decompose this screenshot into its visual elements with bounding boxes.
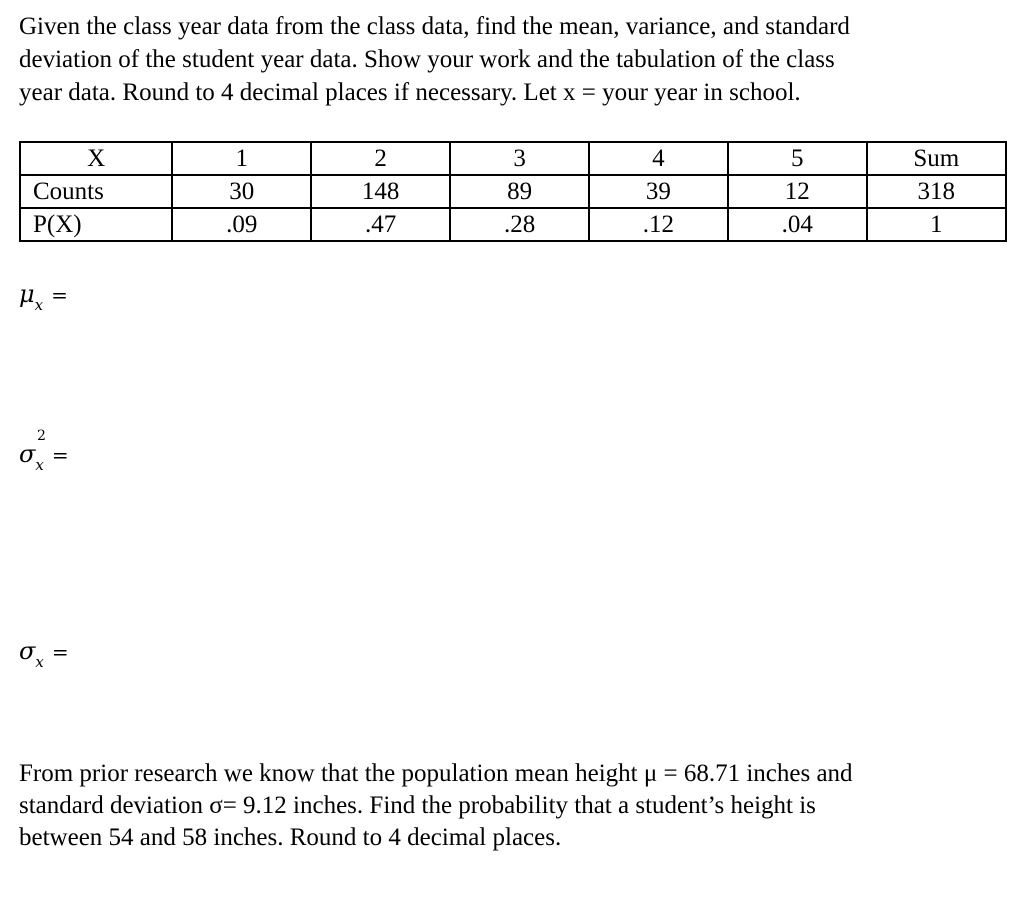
text-line: Given the class year data from the class data, find the mean, variance, and standard xyxy=(19,13,850,40)
table-cell: X xyxy=(20,142,172,175)
table-cell: 12 xyxy=(728,175,867,208)
table-row xyxy=(20,142,1006,175)
table-cell: 3 xyxy=(450,142,589,175)
text-line: deviation of the student year data. Show your work and the tabulation of the class xyxy=(19,46,835,73)
variance-formula xyxy=(19,428,69,474)
table-cell: 5 xyxy=(728,142,867,175)
table-cell: 318 xyxy=(867,175,1006,208)
sigma-symbol: σ xyxy=(19,440,36,468)
table-row xyxy=(20,175,1006,208)
text-line: From prior research we know that the population mean height μ = 68.71 inches and xyxy=(19,760,853,787)
table-cell: .04 xyxy=(728,208,867,241)
table-cell: 30 xyxy=(172,175,311,208)
table-cell: Counts xyxy=(20,175,172,208)
table-cell: P(X) xyxy=(20,208,172,241)
table-cell: 148 xyxy=(311,175,450,208)
class-year-table xyxy=(19,141,1007,242)
table-cell: .47 xyxy=(311,208,450,241)
table-cell: .28 xyxy=(450,208,589,241)
mean-formula xyxy=(19,280,68,312)
table-cell: 2 xyxy=(311,142,450,175)
superscript: 2 xyxy=(37,428,46,444)
table-cell: 1 xyxy=(172,142,311,175)
table-cell: Sum xyxy=(867,142,1006,175)
subscript: x xyxy=(35,455,44,474)
subscript: x xyxy=(35,652,44,671)
table-row xyxy=(20,208,1006,241)
height-problem xyxy=(19,758,1019,854)
text-line: between 54 and 58 inches. Round to 4 decimal places. xyxy=(19,824,562,851)
table-cell: .09 xyxy=(172,208,311,241)
text-line: year data. Round to 4 decimal places if necessary. Let x = your year in school. xyxy=(19,79,801,106)
table-cell: 1 xyxy=(867,208,1006,241)
table-cell: 89 xyxy=(450,175,589,208)
text-line: standard deviation σ= 9.12 inches. Find the probability that a student’s height is xyxy=(19,792,816,819)
table-cell: .12 xyxy=(589,208,728,241)
table-cell: 39 xyxy=(589,175,728,208)
mu-symbol: μ xyxy=(19,280,35,308)
equals-sign: = xyxy=(51,283,68,307)
equals-sign: = xyxy=(51,640,69,664)
subscript: x xyxy=(34,295,44,314)
equals-sign: = xyxy=(51,443,69,467)
sd-formula xyxy=(19,637,69,669)
problem-statement xyxy=(19,10,1019,109)
table-cell: 4 xyxy=(589,142,728,175)
sigma-symbol: σ xyxy=(19,637,36,665)
